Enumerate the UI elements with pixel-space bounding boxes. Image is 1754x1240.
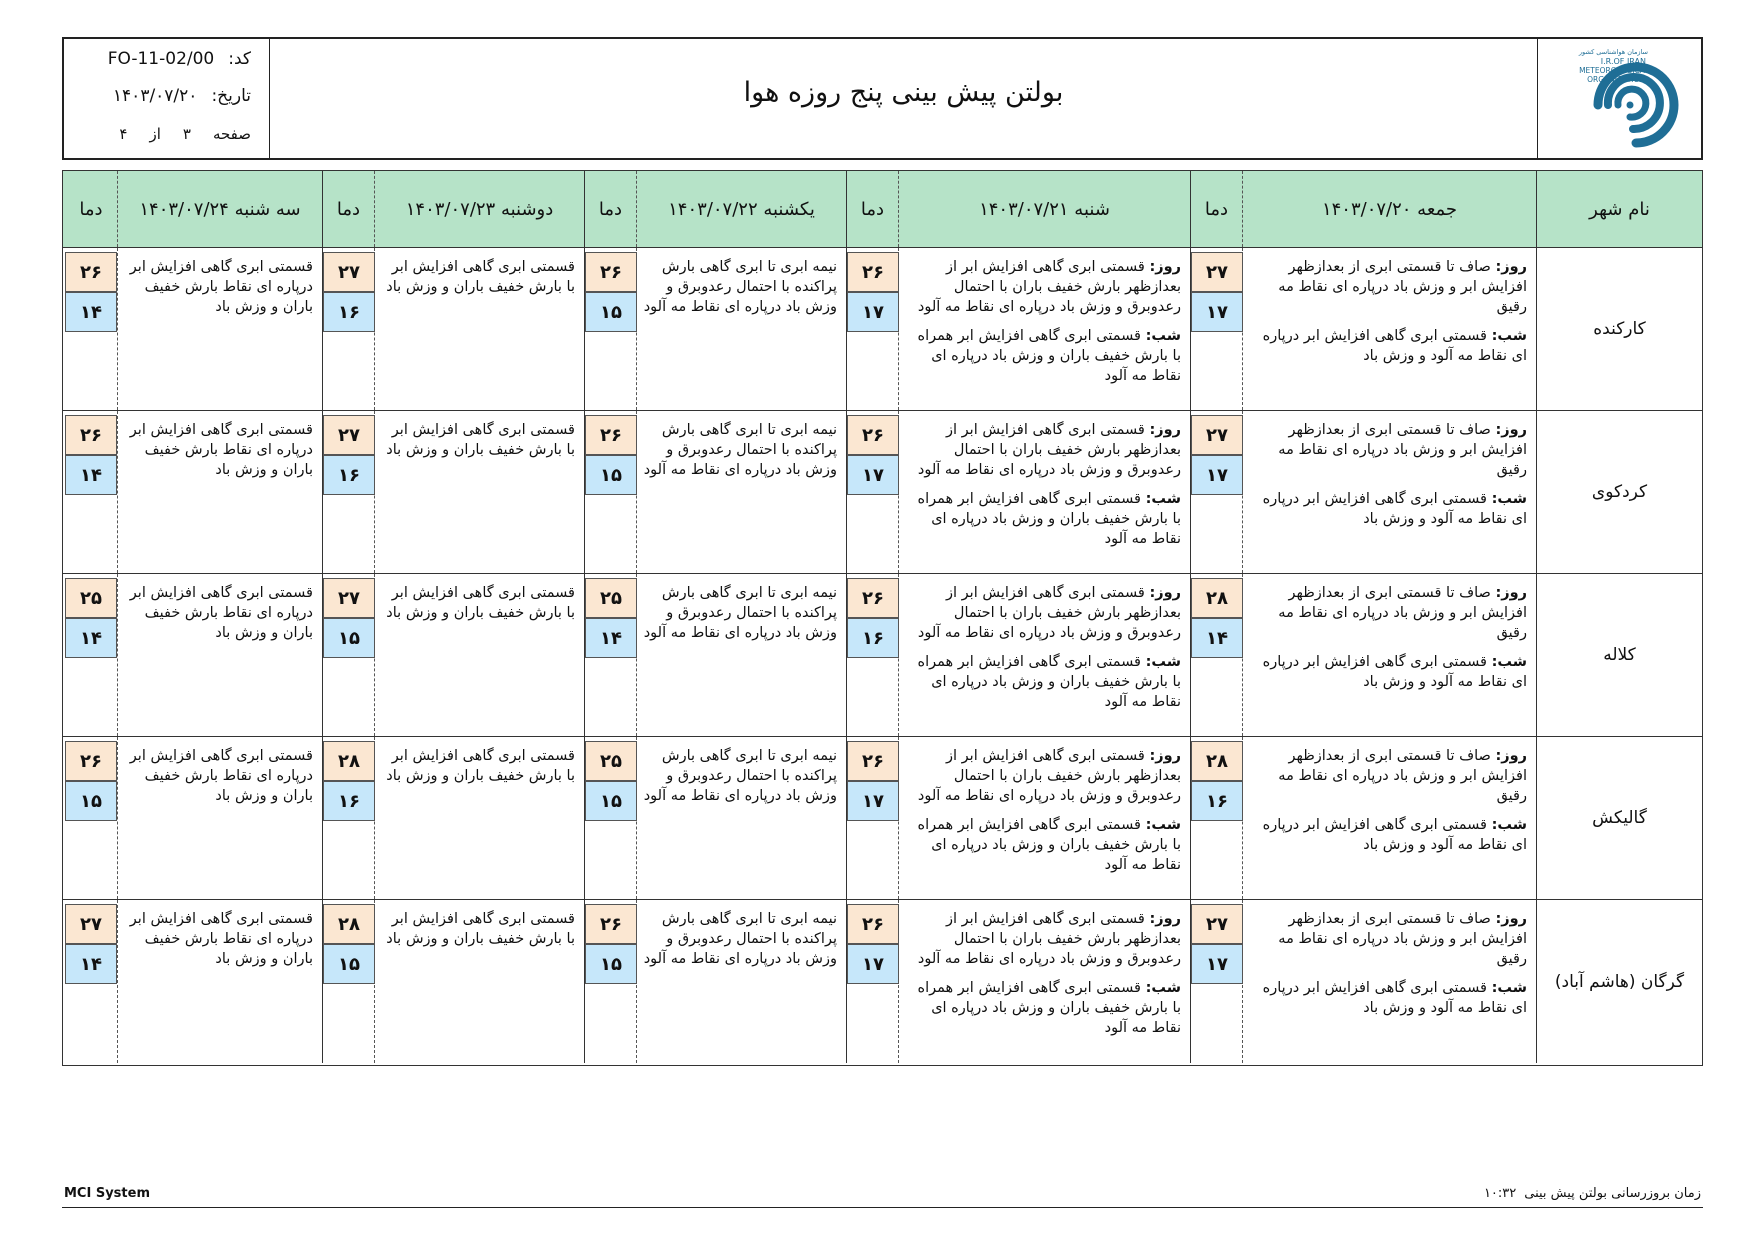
page-label: صفحه: [212, 125, 251, 143]
day-header: شنبه ۱۴۰۳/۰۷/۲۱: [898, 171, 1190, 247]
forecast-cell: [1242, 900, 1536, 1063]
temp-cell: [1190, 248, 1242, 410]
organization-logo: [1538, 39, 1701, 158]
code-value: FO-11-02/00: [107, 49, 215, 69]
day-label: روز:: [1495, 748, 1527, 764]
date-label: تاریخ:: [211, 86, 251, 106]
night-text: قسمتی ابری گاهی افزایش ابر همراه با بارش خفیف باران و وزش باد درپاره ای نقاط مه آلود: [917, 328, 1181, 384]
night-forecast: [1249, 978, 1527, 1018]
temp-cell: [1190, 900, 1242, 1063]
max-temp: ۲۷: [323, 252, 375, 292]
night-label: شب:: [1145, 817, 1181, 833]
forecast-cell: [898, 411, 1190, 573]
day-forecast: [1249, 746, 1527, 806]
max-temp: ۲۶: [65, 252, 117, 292]
forecast-cell: [898, 248, 1190, 410]
page-total: ۴: [119, 125, 128, 143]
max-temp: ۲۶: [585, 904, 637, 944]
temp-cell: [584, 411, 636, 573]
max-temp: ۲۸: [1191, 741, 1243, 781]
temp-cell: [846, 248, 898, 410]
night-forecast: [905, 815, 1181, 875]
night-text: قسمتی ابری گاهی افزایش ابر درپاره ای نقاط مه آلود و وزش باد: [1262, 491, 1527, 527]
max-temp: ۲۶: [847, 904, 899, 944]
forecast-cell: نیمه ابری تا ابری گاهی بارش پراکنده با احتمال رعدوبرق و وزش باد درپاره ای نقاط مه آلود: [636, 737, 846, 899]
night-forecast: [905, 489, 1181, 549]
night-text: قسمتی ابری گاهی افزایش ابر همراه با بارش خفیف باران و وزش باد درپاره ای نقاط مه آلود: [917, 980, 1181, 1036]
min-temp: ۱۴: [65, 944, 117, 984]
date-row: [113, 86, 251, 106]
night-label: شب:: [1145, 654, 1181, 670]
temp-cell: [846, 574, 898, 736]
temp-cell: [1190, 574, 1242, 736]
day-text: قسمتی ابری گاهی افزایش ابر از بعدازظهر بارش خفیف باران با احتمال رعدوبرق و وزش باد درپاره ای نقاط مه آلود: [917, 748, 1181, 804]
table-row: [63, 411, 1702, 574]
min-temp: ۱۴: [65, 292, 117, 332]
night-label: شب:: [1491, 817, 1527, 833]
spiral-logo-icon: [1538, 39, 1698, 159]
forecast-cell: [1242, 248, 1536, 410]
temp-cell: [322, 737, 374, 899]
day-forecast: [905, 257, 1181, 317]
forecast-cell: قسمتی ابری گاهی افزایش ابر درپاره ای نقاط بارش خفیف باران و وزش باد: [117, 737, 322, 899]
min-temp: ۱۷: [847, 781, 899, 821]
temp-cell: [1190, 411, 1242, 573]
page-title: بولتن پیش بینی پنج روزه هوا: [743, 77, 1064, 108]
temp-cell: [846, 900, 898, 1063]
city-name: کلاله: [1536, 574, 1702, 736]
forecast-cell: نیمه ابری تا ابری گاهی بارش پراکنده با احتمال رعدوبرق و وزش باد درپاره ای نقاط مه آلود: [636, 574, 846, 736]
min-temp: ۱۷: [847, 292, 899, 332]
max-temp: ۲۵: [65, 578, 117, 618]
max-temp: ۲۶: [585, 252, 637, 292]
day-text: قسمتی ابری گاهی افزایش ابر از بعدازظهر بارش خفیف باران با احتمال رعدوبرق و وزش باد درپاره ای نقاط مه آلود: [917, 259, 1181, 315]
forecast-cell: قسمتی ابری گاهی افزایش ابر با بارش خفیف باران و وزش باد: [374, 900, 584, 1063]
forecast-cell: [898, 737, 1190, 899]
max-temp: ۲۷: [1191, 904, 1243, 944]
forecast-cell: [1242, 574, 1536, 736]
day-forecast: [905, 909, 1181, 969]
temp-header: دما: [846, 171, 898, 247]
day-label: روز:: [1149, 748, 1181, 764]
logo-line-2: METEOROLOGICAL: [1579, 66, 1649, 75]
min-temp: ۱۷: [1191, 292, 1243, 332]
forecast-cell: قسمتی ابری گاهی افزایش ابر درپاره ای نقاط بارش خفیف باران و وزش باد: [117, 900, 322, 1063]
forecast-table: [62, 170, 1703, 1066]
temp-cell: [322, 900, 374, 1063]
max-temp: ۲۸: [1191, 578, 1243, 618]
min-temp: ۱۵: [585, 455, 637, 495]
max-temp: ۲۶: [847, 578, 899, 618]
day-header: یکشنبه ۱۴۰۳/۰۷/۲۲: [636, 171, 846, 247]
forecast-cell: [1242, 737, 1536, 899]
temp-cell: [322, 248, 374, 410]
day-text: صاف تا قسمتی ابری از بعدازظهر افزایش ابر و وزش باد درپاره ای نقاط مه رقیق: [1278, 259, 1527, 315]
min-temp: ۱۶: [323, 781, 375, 821]
night-forecast: [905, 326, 1181, 386]
temp-cell: [584, 248, 636, 410]
min-temp: ۱۵: [323, 618, 375, 658]
page-of: از: [149, 125, 161, 143]
date-value: ۱۴۰۳/۰۷/۲۰: [112, 86, 198, 106]
page-footer: [62, 1186, 1703, 1208]
night-text: قسمتی ابری گاهی افزایش ابر درپاره ای نقاط مه آلود و وزش باد: [1262, 817, 1527, 853]
max-temp: ۲۷: [1191, 252, 1243, 292]
day-text: صاف تا قسمتی ابری از بعدازظهر افزایش ابر و وزش باد درپاره ای نقاط مه رقیق: [1278, 748, 1527, 804]
night-text: قسمتی ابری گاهی افزایش ابر درپاره ای نقاط مه آلود و وزش باد: [1262, 328, 1527, 364]
temp-cell: [584, 900, 636, 1063]
table-row: [63, 248, 1702, 411]
max-temp: ۲۶: [847, 741, 899, 781]
max-temp: ۲۶: [847, 415, 899, 455]
min-temp: ۱۵: [585, 944, 637, 984]
max-temp: ۲۸: [323, 741, 375, 781]
day-header: جمعه ۱۴۰۳/۰۷/۲۰: [1242, 171, 1536, 247]
table-row: [63, 574, 1702, 737]
table-row: [63, 737, 1702, 900]
min-temp: ۱۷: [847, 455, 899, 495]
max-temp: ۲۶: [585, 415, 637, 455]
max-temp: ۲۶: [847, 252, 899, 292]
min-temp: ۱۴: [585, 618, 637, 658]
night-label: شب:: [1491, 328, 1527, 344]
temp-header: دما: [79, 198, 103, 220]
min-temp: ۱۴: [65, 455, 117, 495]
min-temp: ۱۵: [585, 781, 637, 821]
forecast-cell: نیمه ابری تا ابری گاهی بارش پراکنده با احتمال رعدوبرق و وزش باد درپاره ای نقاط مه آلود: [636, 248, 846, 410]
temp-cell: [322, 411, 374, 573]
day-forecast: [905, 746, 1181, 806]
night-forecast: [905, 978, 1181, 1038]
page-row: [119, 125, 251, 143]
code-row: [108, 49, 251, 69]
day-label: روز:: [1495, 422, 1527, 438]
table-header-row: [63, 171, 1702, 248]
max-temp: ۲۸: [323, 904, 375, 944]
min-temp: ۱۴: [65, 618, 117, 658]
title-box: [270, 39, 1538, 158]
night-forecast: [1249, 652, 1527, 692]
day-label: روز:: [1149, 585, 1181, 601]
max-temp: ۲۷: [323, 578, 375, 618]
table-row: [63, 900, 1702, 1063]
min-temp: ۱۵: [65, 781, 117, 821]
day-label: روز:: [1495, 259, 1527, 275]
day-label: روز:: [1495, 585, 1527, 601]
city-column-header: نام شهر: [1536, 171, 1702, 247]
bulletin-header: [62, 37, 1703, 160]
day-forecast: [905, 420, 1181, 480]
min-temp: ۱۶: [323, 292, 375, 332]
temp-cell: [846, 737, 898, 899]
day-text: صاف تا قسمتی ابری از بعدازظهر افزایش ابر و وزش باد درپاره ای نقاط مه رقیق: [1278, 422, 1527, 478]
night-forecast: [1249, 489, 1527, 529]
city-name: گرگان (هاشم آباد): [1536, 900, 1702, 1063]
night-forecast: [1249, 815, 1527, 855]
max-temp: ۲۵: [585, 578, 637, 618]
day-header: سه شنبه ۱۴۰۳/۰۷/۲۴: [117, 171, 322, 247]
day-text: قسمتی ابری گاهی افزایش ابر از بعدازظهر بارش خفیف باران با احتمال رعدوبرق و وزش باد درپاره ای نقاط مه آلود: [917, 585, 1181, 641]
update-time: ۱۰:۳۲: [1483, 1186, 1517, 1201]
page-number: ۳: [182, 125, 191, 143]
update-info: [1484, 1186, 1701, 1201]
min-temp: ۱۴: [1191, 618, 1243, 658]
night-label: شب:: [1491, 491, 1527, 507]
code-label: کد:: [228, 49, 251, 69]
city-name: کارکنده: [1536, 248, 1702, 410]
day-text: صاف تا قسمتی ابری از بعدازظهر افزایش ابر و وزش باد درپاره ای نقاط مه رقیق: [1278, 585, 1527, 641]
temp-cell: [65, 248, 117, 410]
max-temp: ۲۵: [585, 741, 637, 781]
night-text: قسمتی ابری گاهی افزایش ابر درپاره ای نقاط مه آلود و وزش باد: [1262, 654, 1527, 690]
forecast-cell: قسمتی ابری گاهی افزایش ابر با بارش خفیف باران و وزش باد: [374, 411, 584, 573]
day-forecast: [905, 583, 1181, 643]
night-text: قسمتی ابری گاهی افزایش ابر درپاره ای نقاط مه آلود و وزش باد: [1262, 980, 1527, 1016]
night-text: قسمتی ابری گاهی افزایش ابر همراه با بارش خفیف باران و وزش باد درپاره ای نقاط مه آلود: [917, 491, 1181, 547]
forecast-cell: نیمه ابری تا ابری گاهی بارش پراکنده با احتمال رعدوبرق و وزش باد درپاره ای نقاط مه آلود: [636, 900, 846, 1063]
night-forecast: [1249, 326, 1527, 366]
day-forecast: [1249, 909, 1527, 969]
night-label: شب:: [1491, 654, 1527, 670]
temp-cell: [584, 574, 636, 736]
day-forecast: [1249, 583, 1527, 643]
temp-header: دما: [1190, 171, 1242, 247]
day-header: دوشنبه ۱۴۰۳/۰۷/۲۳: [374, 171, 584, 247]
forecast-cell: قسمتی ابری گاهی افزایش ابر با بارش خفیف باران و وزش باد: [374, 574, 584, 736]
system-name: MCI System: [64, 1186, 150, 1201]
min-temp: ۱۷: [1191, 455, 1243, 495]
max-temp: ۲۷: [323, 415, 375, 455]
night-label: شب:: [1145, 980, 1181, 996]
temp-header: دما: [584, 171, 636, 247]
forecast-cell: [1242, 411, 1536, 573]
day-label: روز:: [1495, 911, 1527, 927]
logo-persian-text: سازمان هواشناسی کشور: [1578, 48, 1648, 56]
temp-cell: [584, 737, 636, 899]
day-forecast: [1249, 420, 1527, 480]
max-temp: ۲۶: [65, 415, 117, 455]
night-forecast: [905, 652, 1181, 712]
min-temp: ۱۵: [323, 944, 375, 984]
max-temp: ۲۷: [1191, 415, 1243, 455]
min-temp: ۱۵: [585, 292, 637, 332]
update-label: زمان بروزرسانی بولتن پیش بینی: [1524, 1186, 1701, 1201]
forecast-cell: نیمه ابری تا ابری گاهی بارش پراکنده با احتمال رعدوبرق و وزش باد درپاره ای نقاط مه آلود: [636, 411, 846, 573]
temp-cell: [65, 737, 117, 899]
temp-cell: [846, 411, 898, 573]
forecast-cell: [898, 574, 1190, 736]
min-temp: ۱۶: [323, 455, 375, 495]
night-label: شب:: [1145, 491, 1181, 507]
logo-line-3: ORGANIZATION: [1587, 75, 1645, 84]
day-forecast: [1249, 257, 1527, 317]
night-label: شب:: [1491, 980, 1527, 996]
forecast-cell: [898, 900, 1190, 1063]
day-text: قسمتی ابری گاهی افزایش ابر از بعدازظهر بارش خفیف باران با احتمال رعدوبرق و وزش باد درپاره ای نقاط مه آلود: [917, 911, 1181, 967]
min-temp: ۱۶: [847, 618, 899, 658]
city-name: گالیکش: [1536, 737, 1702, 899]
night-label: شب:: [1145, 328, 1181, 344]
city-name: کردکوی: [1536, 411, 1702, 573]
day-label: روز:: [1149, 259, 1181, 275]
min-temp: ۱۷: [1191, 944, 1243, 984]
temp-cell: [1190, 737, 1242, 899]
temp-cell: [65, 411, 117, 573]
forecast-cell: قسمتی ابری گاهی افزایش ابر با بارش خفیف باران و وزش باد: [374, 248, 584, 410]
forecast-cell: قسمتی ابری گاهی افزایش ابر درپاره ای نقاط بارش خفیف باران و وزش باد: [117, 574, 322, 736]
document-meta-box: [64, 39, 270, 158]
day-text: صاف تا قسمتی ابری از بعدازظهر افزایش ابر و وزش باد درپاره ای نقاط مه رقیق: [1278, 911, 1527, 967]
min-temp: ۱۷: [847, 944, 899, 984]
forecast-cell: قسمتی ابری گاهی افزایش ابر درپاره ای نقاط بارش خفیف باران و وزش باد: [117, 248, 322, 410]
temp-cell: [65, 574, 117, 736]
day-label: روز:: [1149, 422, 1181, 438]
forecast-cell: قسمتی ابری گاهی افزایش ابر درپاره ای نقاط بارش خفیف باران و وزش باد: [117, 411, 322, 573]
temp-cell: [65, 900, 117, 1063]
max-temp: ۲۶: [65, 741, 117, 781]
night-text: قسمتی ابری گاهی افزایش ابر همراه با بارش خفیف باران و وزش باد درپاره ای نقاط مه آلود: [917, 654, 1181, 710]
day-label: روز:: [1149, 911, 1181, 927]
day-text: قسمتی ابری گاهی افزایش ابر از بعدازظهر بارش خفیف باران با احتمال رعدوبرق و وزش باد درپاره ای نقاط مه آلود: [917, 422, 1181, 478]
night-text: قسمتی ابری گاهی افزایش ابر همراه با بارش خفیف باران و وزش باد درپاره ای نقاط مه آلود: [917, 817, 1181, 873]
max-temp: ۲۷: [65, 904, 117, 944]
forecast-cell: قسمتی ابری گاهی افزایش ابر با بارش خفیف باران و وزش باد: [374, 737, 584, 899]
temp-header: دما: [322, 171, 374, 247]
min-temp: ۱۶: [1191, 781, 1243, 821]
temp-cell: [322, 574, 374, 736]
logo-line-1: I.R.OF IRAN: [1600, 57, 1646, 66]
